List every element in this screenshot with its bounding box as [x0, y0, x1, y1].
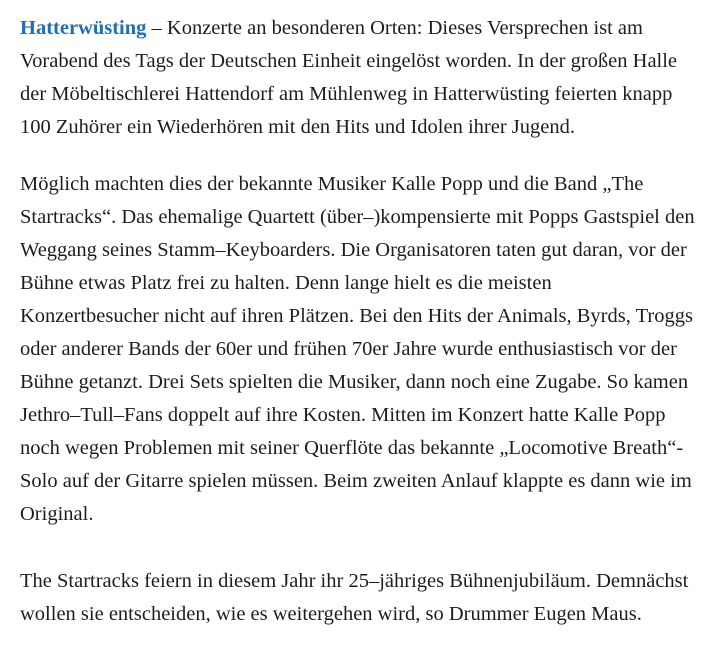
- dateline-location-link[interactable]: Hatterwüsting: [20, 17, 147, 39]
- lead-paragraph-text: – Konzerte an besonderen Orten: Dieses Versprechen ist am Vorabend des Tags der Deutschen Einheit eingelöst worden. In der großen Halle der Möbeltischlerei Hattendorf am Mühlenweg in Hatterwüsting feierten knapp 100 Zuhörer ein Wiederhören mit den Hits und Idolen ihrer Jugend.: [20, 17, 678, 138]
- body-paragraph: Möglich machten dies der bekannte Musiker Kalle Popp und die Band „The Startracks“. Das ehemalige Quartett (über–)kompensierte mit Popps Gastspiel den Weggang seines Stamm–Keyboarders. Die Organisatoren taten gut daran, vor der Bühne etwas Platz frei zu halten. Denn lange hielt es die meisten Konzertbesucher nicht auf ihren Plätzen. Bei den Hits der Animals, Byrds, Troggs oder anderer Bands der 60er und frühen 70er Jahre wurde enthusiastisch vor der Bühne getanzt. Drei Sets spielten die Musiker, dann noch eine Zugabe. So kamen Jethro–Tull–Fans doppelt auf ihre Kosten. Mitten im Konzert hatte Kalle Popp noch wegen Problemen mit seiner Querflöte das bekannte „Locomotive Breath“-Solo auf der Gitarre spielen müssen. Beim zweiten Anlauf klappte es dann wie im Original.: [20, 173, 695, 525]
- lead-paragraph: [20, 12, 695, 144]
- closing-paragraph: The Startracks feiern in diesem Jahr ihr 25–jähriges Bühnenjubiläum. Demnächst wollen sie entscheiden, wie es weitergehen wird, so Drummer Eugen Maus.: [20, 570, 689, 625]
